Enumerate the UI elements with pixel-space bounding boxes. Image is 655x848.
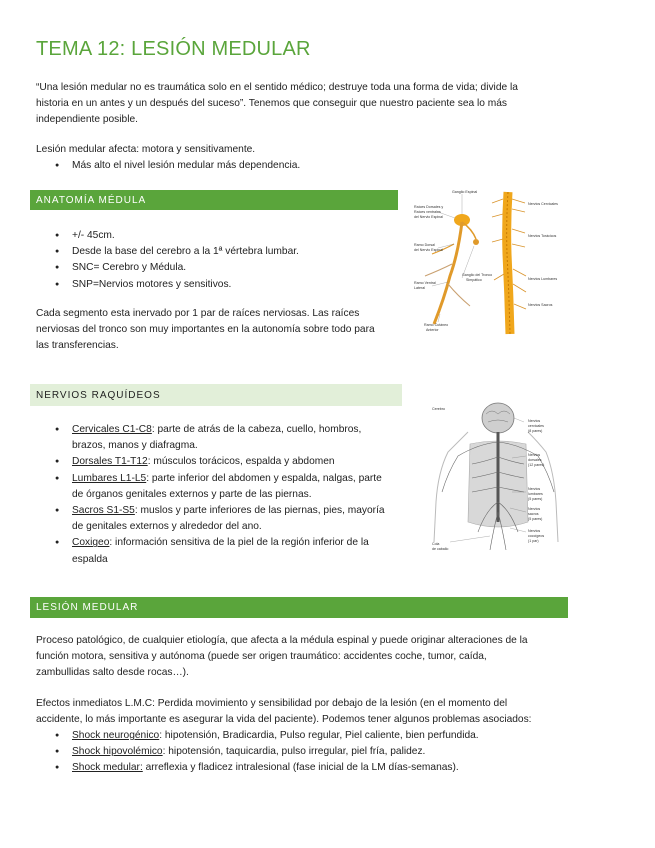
shocks-list (36, 728, 636, 777)
figure-label: Anterior (426, 328, 439, 332)
figure-label: Ramo Cutáneo (424, 323, 449, 327)
figure-label: Nervios (528, 529, 541, 533)
spinal-nerves-figure (428, 392, 570, 556)
proceso-line: zambullidas salto desde rocas…). (36, 667, 189, 679)
list-item: ● +/- 45cm. (36, 228, 396, 244)
figure-label: Raíces ventrales (414, 210, 441, 214)
figure-label: Nervios Lumbares (528, 277, 558, 281)
list-item: ● SNC= Cerebro y Médula. (36, 260, 396, 276)
segment-line: las transferencias. (36, 340, 119, 352)
intro-line: “Una lesión medular no es traumática solo en el sentido médico; destruye toda una forma de vida; divide la (36, 82, 518, 93)
figure-label: Nervios (528, 487, 541, 491)
list-item (36, 760, 636, 776)
efectos-line: Efectos inmediatos L.M.C: Perdida movimiento y sensibilidad por debajo de la lesión (en el momento del (36, 698, 508, 709)
figure-label: Ramo Ventral (414, 281, 436, 285)
brain (482, 403, 514, 433)
list-item (36, 422, 406, 454)
segment-paragraph (36, 306, 406, 355)
figure-label: Cola (432, 542, 440, 546)
figure-label: Nervios Sacros (528, 303, 553, 307)
nerve-term: Lumbares L1-L5 (72, 472, 147, 484)
list-item (36, 744, 636, 760)
list-item (36, 728, 636, 744)
list-item: ● SNP=Nervios motores y sensitivos. (36, 277, 396, 293)
anatomia-list (36, 228, 396, 293)
figure-label: lumbares (528, 492, 543, 496)
figure-label: Nervios (528, 419, 541, 423)
segment-line: nerviosas del tronco son muy importantes en la autonomía sobre todo para (36, 324, 375, 336)
figure-label: (5 pares) (528, 517, 543, 521)
nerve-term: Cervicales C1-C8 (72, 424, 152, 435)
figure-label: Raíces Dorsales y (414, 205, 444, 209)
section-header-nervios: NERVIOS RAQUÍDEOS (30, 384, 402, 406)
shock-term: Shock hipovolémico (72, 746, 163, 758)
affects-list (36, 158, 596, 174)
list-item (36, 454, 406, 470)
proceso-line: Proceso patológico, de cualquier etiología, que afecta a la médula espinal y puede originar alteraciones de la (36, 635, 528, 646)
figure-label: Cerebro (432, 407, 445, 411)
figure-label: Lateral (414, 286, 425, 290)
nerve-desc: espalda (72, 553, 108, 565)
nerve-term: Sacros S1-S5 (72, 505, 135, 517)
shock-desc: arreflexia y fladicez intralesional (fase inicial de la LM días-semanas). (142, 762, 459, 774)
figure-label: del Nervio Espinal (414, 215, 443, 219)
nerve-desc: : músculos torácicos, espalda y abdomen (147, 456, 335, 468)
figure-label: Ramo Dorsal (414, 243, 435, 247)
shock-desc: : hipotensión, taquicardia, pulso irregular, piel fría, palidez. (162, 746, 426, 758)
segment-line: Cada segmento esta inervado por 1 par de raíces nerviosas. Las raíces (36, 308, 360, 319)
intro-line: historia en un antes y un después del suceso”. Tenemos que conseguir que nuestro paciente sea lo más (36, 98, 507, 110)
nerve-desc: : muslos y parte inferiores de las piernas, pies, mayoría (134, 505, 385, 517)
figure-label: (1 par) (528, 539, 539, 543)
figure-label: Nervios (528, 507, 541, 511)
intro-paragraph (36, 80, 626, 129)
figure-label: Ganglio del Tronco (462, 273, 493, 277)
spinal-cord-anatomy-figure (410, 184, 580, 340)
nerve-term: Dorsales T1-T12 (72, 456, 148, 468)
intro-line: independiente posible. (36, 114, 138, 126)
list-item (36, 471, 406, 503)
figure-label: (5 pares) (528, 497, 543, 501)
nerve-desc: de genitales externos y alrededor del ano. (72, 521, 262, 533)
figure-label: sacros (528, 512, 539, 516)
nerve-desc: : parte de atrás de la cabeza, cuello, hombros, (151, 424, 362, 435)
figure-label: Nervios Torácicos (528, 234, 557, 238)
list-item: ● Más alto el nivel lesión medular más dependencia. (36, 158, 596, 174)
shock-term: Shock neurogénico (72, 730, 160, 741)
nerve-desc: : información sensitiva de la piel de la región inferior de la (109, 537, 369, 549)
list-item: ● Desde la base del cerebro a la 1ª vértebra lumbar. (36, 244, 396, 260)
nerve-desc: brazos, manos y diafragma. (72, 440, 198, 452)
nerve-desc: : parte inferior del abdomen y espalda, nalgas, parte (146, 472, 382, 484)
nerve-term: Coxigeo (72, 537, 110, 549)
list-item (36, 535, 406, 567)
efectos-line: accidente, lo más importante es asegurar la vida del paciente). Podemos tener algunos problemas asociados: (36, 714, 532, 726)
figure-label: (12 pares) (528, 463, 545, 467)
section-header-anatomia: ANATOMÍA MÉDULA (30, 190, 398, 210)
list-item (36, 503, 406, 535)
section-header-lesion: LESIÓN MEDULAR (30, 597, 568, 618)
figure-label: de caballo (432, 547, 449, 551)
figure-label: Nervios Cervicales (528, 202, 558, 206)
page-title: TEMA 12: LESIÓN MEDULAR (36, 38, 311, 60)
figure-label: Nervios (528, 453, 541, 457)
shock-term: Shock medular: (72, 762, 143, 774)
figure-label: del Nervio Espinal (414, 248, 443, 252)
proceso-line: función motora, sensitiva y autónoma (puede ser origen traumático: accidentes coche, tumor, caída, (36, 651, 487, 663)
affects-text: Lesión medular afecta: motora y sensitivamente. (36, 144, 256, 155)
shock-desc: : hipotensión, Bradicardia, Pulso regular, Piel caliente, bien perfundida. (159, 730, 479, 741)
figure-label: Ganglio Espinal (452, 190, 478, 194)
figure-label: coccígeos (528, 534, 545, 538)
figure-label: Simpático (466, 278, 482, 282)
efectos-paragraph (36, 696, 636, 728)
vertebral-column (507, 192, 510, 334)
nervios-list (36, 422, 406, 568)
figure-label: (8 pares) (528, 429, 543, 433)
nerve-desc: de órganos genitales externos y parte de las piernas. (72, 488, 312, 500)
figure-label: dorsales (528, 458, 542, 462)
proceso-paragraph (36, 633, 636, 682)
figure-label: cervicales (528, 424, 544, 428)
